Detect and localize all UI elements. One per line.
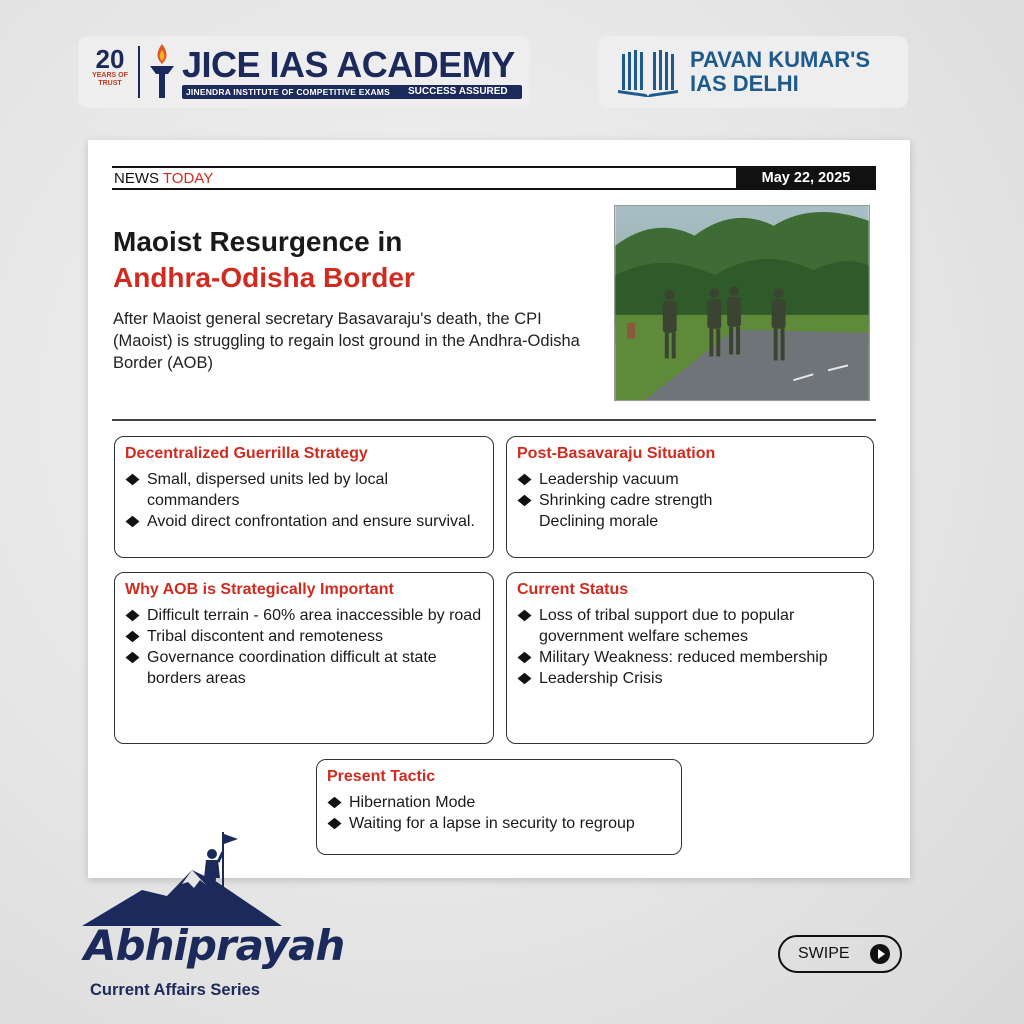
list-item <box>517 605 863 647</box>
bullet-icon <box>125 474 139 485</box>
jice-tagline: SUCCESS ASSURED <box>408 86 508 97</box>
list-item-text: Loss of tribal support due to popular government welfare schemes <box>539 607 795 645</box>
list-item <box>125 626 483 647</box>
swipe-button[interactable] <box>778 935 902 973</box>
list-item-text: Governance coordination difficult at state borders areas <box>147 649 437 687</box>
pavan-line1: PAVAN KUMAR'S <box>690 47 871 72</box>
post-basavaraju-box <box>506 436 874 558</box>
bullet-icon <box>125 610 139 621</box>
years-number: 20 <box>95 44 125 74</box>
jice-ias-academy-logo <box>78 36 530 108</box>
news-today-bar <box>112 166 876 190</box>
years-text: YEARS OF TRUST <box>92 72 128 87</box>
pavan-logo-text <box>690 48 870 96</box>
open-book-icon <box>616 46 680 98</box>
current-status-box <box>506 572 874 744</box>
present-tactic-box <box>316 759 682 855</box>
list-item <box>125 605 483 626</box>
list-item-text: Leadership vacuum <box>539 471 679 488</box>
list-item <box>125 647 483 689</box>
list-item <box>517 511 863 532</box>
bullet-icon <box>327 818 341 829</box>
list-item-text: Avoid direct confrontation and ensure survival. <box>147 513 475 530</box>
list-item <box>125 511 483 532</box>
years-of-trust-badge <box>86 46 134 88</box>
bullet-icon <box>125 516 139 527</box>
list-item-text: Small, dispersed units led by local commanders <box>147 471 389 509</box>
why-aob-important-box <box>114 572 494 744</box>
bullet-icon <box>517 610 531 621</box>
abhiprayah-brand: Abhiprayah <box>84 921 345 970</box>
bullet-list <box>125 605 483 689</box>
bullet-icon <box>517 673 531 684</box>
guerrilla-strategy-box <box>114 436 494 558</box>
pavan-line2: IAS DELHI <box>690 71 799 96</box>
jice-name: JICE IAS ACADEMY <box>182 44 515 85</box>
jice-subtitle: JINENDRA INSTITUTE OF COMPETITIVE EXAMS <box>186 87 390 97</box>
bullet-icon <box>327 797 341 808</box>
date-badge: May 22, 2025 <box>736 168 876 188</box>
list-item-text: Waiting for a lapse in security to regroup <box>349 815 635 832</box>
headline-line1: Maoist Resurgence in <box>113 226 403 257</box>
list-item-text: Hibernation Mode <box>349 794 476 811</box>
list-item <box>517 647 863 668</box>
news-today-label <box>114 170 213 187</box>
torch-icon <box>146 42 178 100</box>
section-divider <box>112 419 876 421</box>
list-item <box>517 490 863 511</box>
bullet-list <box>517 469 863 532</box>
soldiers-on-road-photo <box>614 205 870 401</box>
list-item <box>517 469 863 490</box>
list-item <box>327 813 671 834</box>
bullet-icon <box>125 631 139 642</box>
bullet-list <box>517 605 863 689</box>
list-item <box>327 792 671 813</box>
news-card <box>88 140 910 878</box>
mountain-climber-icon <box>82 830 282 926</box>
swipe-label: SWIPE <box>798 945 850 962</box>
bullet-list <box>327 792 671 834</box>
headline <box>113 224 415 296</box>
box-title: Current Status <box>517 581 629 598</box>
list-item-text: Tribal discontent and remoteness <box>147 628 383 645</box>
list-item-text: Military Weakness: reduced membership <box>539 649 828 666</box>
list-item-text: Leadership Crisis <box>539 670 663 687</box>
news-word: NEWS <box>114 170 159 187</box>
series-label: Current Affairs Series <box>90 981 260 999</box>
bullet-icon <box>517 495 531 506</box>
bullet-icon <box>517 474 531 485</box>
box-title: Why AOB is Strategically Important <box>125 581 394 598</box>
list-item-text: Shrinking cadre strength <box>539 492 713 509</box>
box-title: Post-Basavaraju Situation <box>517 445 716 462</box>
list-item <box>125 469 483 511</box>
bullet-list <box>125 469 483 532</box>
list-item <box>517 668 863 689</box>
lead-paragraph: After Maoist general secretary Basavaraju's death, the CPI (Maoist) is struggling to regain lost ground in the Andhra-Odisha Border (AOB) <box>113 310 580 372</box>
box-title: Present Tactic <box>327 768 436 785</box>
bullet-icon <box>517 652 531 663</box>
list-item-text: Difficult terrain - 60% area inaccessible by road <box>147 607 482 624</box>
today-word: TODAY <box>162 170 214 187</box>
logo-separator <box>138 46 140 98</box>
headline-line2: Andhra-Odisha Border <box>113 262 415 293</box>
list-item-text: Declining morale <box>539 513 659 530</box>
box-title: Decentralized Guerrilla Strategy <box>125 445 368 462</box>
bullet-icon <box>125 652 139 663</box>
pavan-kumar-ias-logo <box>598 36 908 108</box>
play-arrow-icon <box>870 944 890 964</box>
